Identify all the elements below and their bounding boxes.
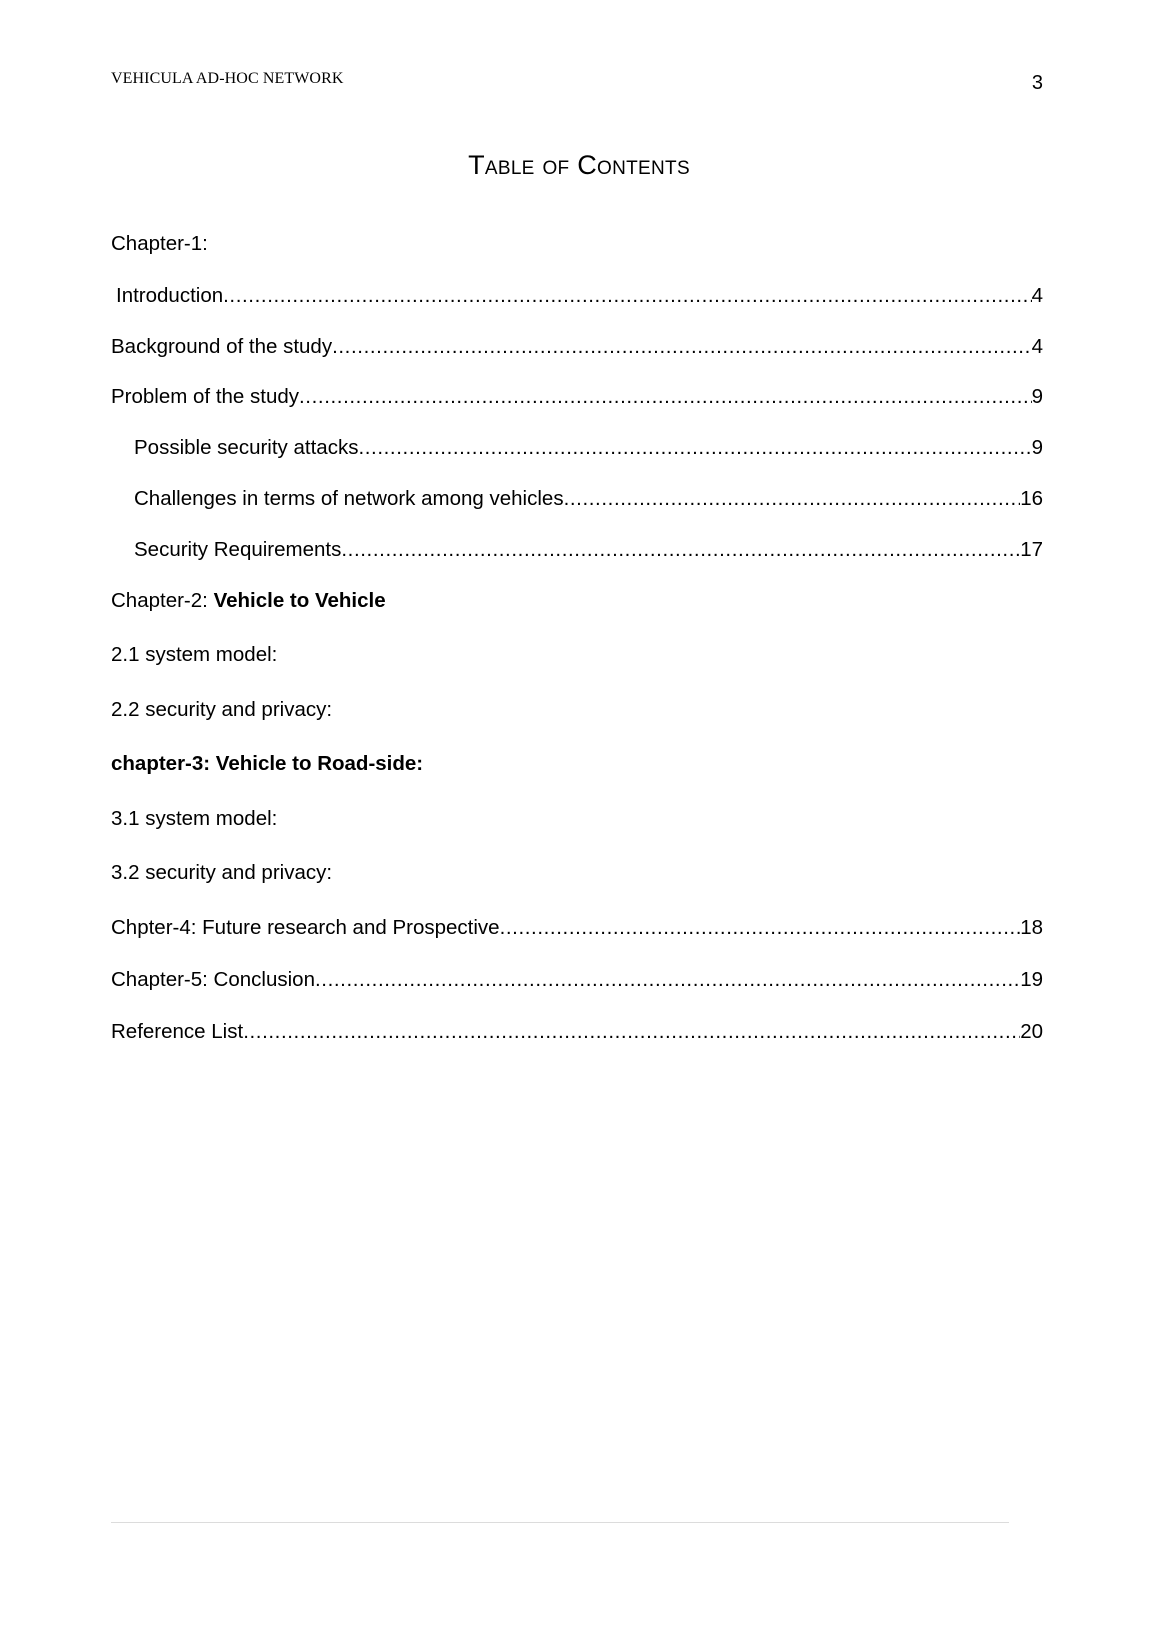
toc-entry-label-prefix: Chapter-2: [111,589,214,612]
toc-entry-label: Challenges in terms of network among vehicles [134,487,564,510]
running-head: VEHICULA AD-HOC NETWORK [111,70,344,87]
toc-entry-2-1[interactable] [111,641,1043,669]
toc-entry-chapter-3[interactable] [111,750,1043,778]
toc-entry-page: 20 [1020,1020,1043,1043]
toc-dot-leader [358,434,1031,462]
toc-entry-label: 2.2 security and privacy: [111,698,333,721]
toc-entry-3-2[interactable] [111,859,1043,887]
toc-dot-leader [223,282,1031,310]
toc-entry-chapter-5[interactable] [111,966,1043,994]
toc-entry-label: Reference List [111,1020,244,1043]
toc-dot-leader [332,333,1032,361]
toc-dot-leader [315,966,1020,994]
toc-entry-page: 4 [1031,335,1043,358]
toc-entry-security-attacks[interactable] [134,434,1043,462]
toc-entry-label: Chpter-4: Future research and Prospective [111,916,500,939]
toc-entry-page: 16 [1020,487,1043,510]
toc-dot-leader [500,914,1021,942]
toc-entry-label: 3.1 system model: [111,807,278,830]
toc-entry-label [111,587,386,615]
toc-entry-page: 18 [1020,916,1043,939]
toc-entry-label-bold: Vehicle to Vehicle [213,589,386,612]
toc-entry-label: Security Requirements [134,538,342,561]
toc-entry-chapter-2[interactable] [111,587,1043,615]
footer-divider [111,1522,1009,1523]
toc-dot-leader [299,383,1032,411]
toc-entry-introduction[interactable] [116,282,1043,310]
toc-entry-label: 2.1 system model: [111,643,278,666]
toc-entry-page: 9 [1031,436,1043,459]
toc-entry-security-requirements[interactable] [134,536,1043,564]
toc-entry-label: Chapter-1: [111,232,208,255]
toc-entry-3-1[interactable] [111,805,1043,833]
toc-dot-leader [243,1018,1020,1046]
toc-dot-leader [564,485,1021,513]
toc-entry-label: Problem of the study [111,385,300,408]
toc-entry-challenges[interactable] [134,485,1043,513]
toc-entry-label: chapter-3: Vehicle to Road-side: [111,752,424,775]
toc-entry-problem[interactable] [111,383,1043,411]
toc-title: Table of Contents [468,150,690,180]
toc-entry-chapter-1[interactable] [111,230,1043,258]
toc-entry-page: 19 [1020,968,1043,991]
toc-entry-label: Background of the study [111,335,333,358]
toc-entry-label: Possible security attacks [134,436,359,459]
toc-entry-page: 4 [1031,284,1043,307]
toc-entry-reference-list[interactable] [111,1018,1043,1046]
toc-entry-2-2[interactable] [111,696,1043,724]
toc-entry-page: 9 [1031,385,1043,408]
toc-entry-label: Chapter-5: Conclusion [111,968,315,991]
toc-entry-chapter-4[interactable] [111,914,1043,942]
page-number: 3 [1031,72,1043,94]
toc-dot-leader [341,536,1020,564]
toc-entry-background[interactable] [111,333,1043,361]
toc-entry-page: 17 [1020,538,1043,561]
toc-entry-label: 3.2 security and privacy: [111,861,333,884]
toc-entry-label: Introduction [116,284,224,307]
